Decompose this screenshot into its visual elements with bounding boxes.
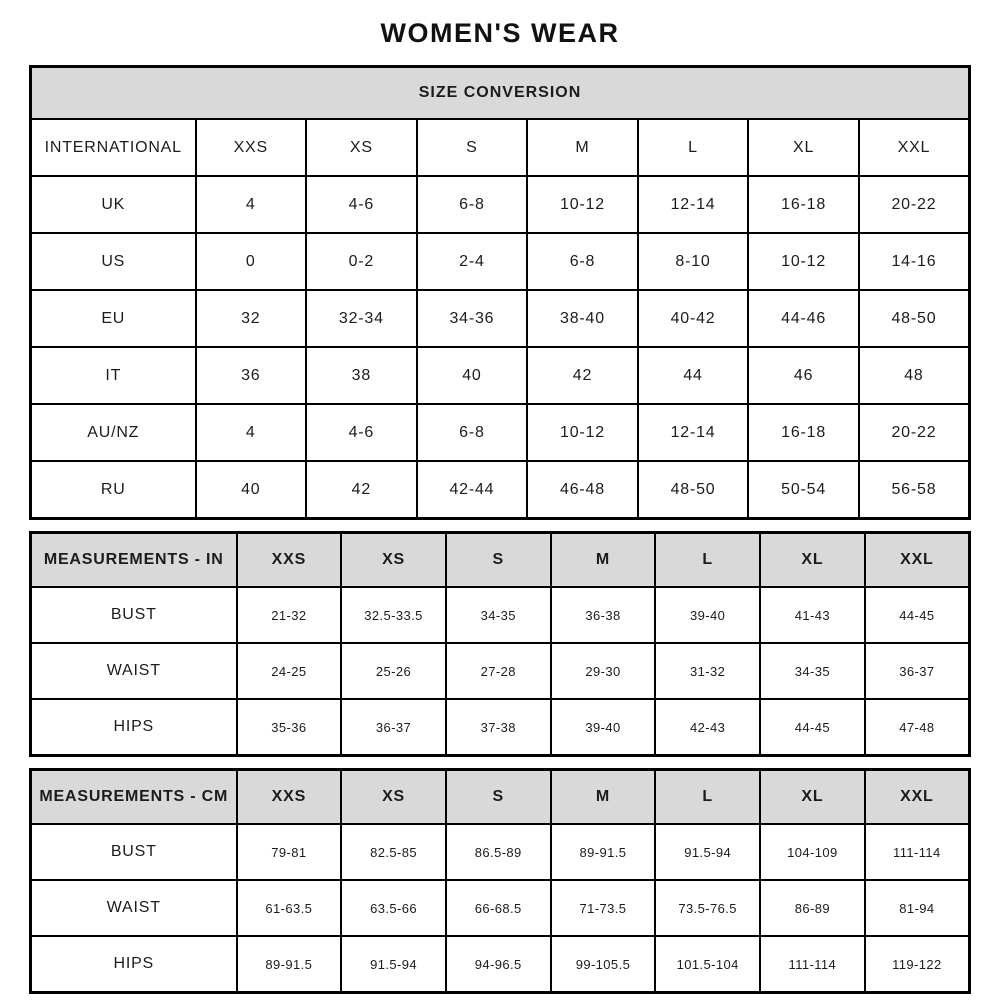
row-label-cell: RU [31, 461, 196, 519]
column-header-cell: M [527, 119, 638, 176]
value-cell: 89-91.5 [551, 824, 656, 880]
table-row [31, 176, 970, 233]
size-conversion-body [31, 119, 970, 519]
column-header-cell: XXS [237, 770, 342, 825]
table-title-cell: MEASUREMENTS - IN [31, 533, 237, 588]
column-header-cell: INTERNATIONAL [31, 119, 196, 176]
measurements-in-body [31, 533, 970, 756]
value-cell: 39-40 [655, 587, 760, 643]
column-header-cell: XXL [865, 533, 970, 588]
table-row [31, 587, 970, 643]
value-cell: 111-114 [760, 936, 865, 993]
value-cell: 32.5-33.5 [341, 587, 446, 643]
value-cell: 0-2 [306, 233, 417, 290]
column-header-row [31, 770, 970, 825]
value-cell: 119-122 [865, 936, 970, 993]
measurements-cm-body [31, 770, 970, 993]
column-header-cell: XXL [865, 770, 970, 825]
column-header-cell: XL [748, 119, 859, 176]
value-cell: 10-12 [527, 176, 638, 233]
value-cell: 32 [196, 290, 307, 347]
value-cell: 36-37 [341, 699, 446, 756]
table-row [31, 643, 970, 699]
value-cell: 16-18 [748, 176, 859, 233]
value-cell: 36 [196, 347, 307, 404]
value-cell: 89-91.5 [237, 936, 342, 993]
row-label-cell: AU/NZ [31, 404, 196, 461]
size-conversion-table [29, 65, 971, 520]
value-cell: 12-14 [638, 404, 749, 461]
table-row [31, 880, 970, 936]
value-cell: 4 [196, 176, 307, 233]
column-header-cell: S [417, 119, 528, 176]
value-cell: 6-8 [417, 404, 528, 461]
column-header-cell: M [551, 533, 656, 588]
measurements-in-table [29, 531, 971, 757]
value-cell: 34-36 [417, 290, 528, 347]
column-header-cell: S [446, 770, 551, 825]
column-header-cell: L [655, 770, 760, 825]
column-header-cell: L [638, 119, 749, 176]
row-label-cell: WAIST [31, 880, 237, 936]
value-cell: 94-96.5 [446, 936, 551, 993]
value-cell: 73.5-76.5 [655, 880, 760, 936]
table-row [31, 824, 970, 880]
table-row [31, 290, 970, 347]
value-cell: 48-50 [638, 461, 749, 519]
table-row [31, 936, 970, 993]
value-cell: 4 [196, 404, 307, 461]
value-cell: 66-68.5 [446, 880, 551, 936]
column-header-cell: XS [341, 533, 446, 588]
row-label-cell: BUST [31, 587, 237, 643]
column-header-cell: XS [306, 119, 417, 176]
value-cell: 40 [417, 347, 528, 404]
value-cell: 48 [859, 347, 970, 404]
value-cell: 39-40 [551, 699, 656, 756]
column-header-cell: S [446, 533, 551, 588]
value-cell: 24-25 [237, 643, 342, 699]
column-header-row [31, 533, 970, 588]
row-label-cell: HIPS [31, 936, 237, 993]
value-cell: 111-114 [865, 824, 970, 880]
value-cell: 44-45 [865, 587, 970, 643]
value-cell: 4-6 [306, 176, 417, 233]
value-cell: 2-4 [417, 233, 528, 290]
value-cell: 6-8 [417, 176, 528, 233]
column-header-cell: XS [341, 770, 446, 825]
value-cell: 38 [306, 347, 417, 404]
value-cell: 14-16 [859, 233, 970, 290]
column-header-cell: L [655, 533, 760, 588]
value-cell: 35-36 [237, 699, 342, 756]
value-cell: 42 [306, 461, 417, 519]
value-cell: 104-109 [760, 824, 865, 880]
row-label-cell: IT [31, 347, 196, 404]
table-row [31, 233, 970, 290]
value-cell: 40 [196, 461, 307, 519]
value-cell: 61-63.5 [237, 880, 342, 936]
value-cell: 10-12 [748, 233, 859, 290]
value-cell: 34-35 [760, 643, 865, 699]
value-cell: 20-22 [859, 176, 970, 233]
value-cell: 86.5-89 [446, 824, 551, 880]
row-label-cell: BUST [31, 824, 237, 880]
value-cell: 38-40 [527, 290, 638, 347]
value-cell: 86-89 [760, 880, 865, 936]
value-cell: 25-26 [341, 643, 446, 699]
measurements-cm-table [29, 768, 971, 994]
value-cell: 0 [196, 233, 307, 290]
page-title: WOMEN'S WEAR [380, 18, 620, 48]
value-cell: 16-18 [748, 404, 859, 461]
value-cell: 63.5-66 [341, 880, 446, 936]
value-cell: 6-8 [527, 233, 638, 290]
value-cell: 34-35 [446, 587, 551, 643]
row-label-cell: US [31, 233, 196, 290]
value-cell: 44-45 [760, 699, 865, 756]
row-label-cell: UK [31, 176, 196, 233]
column-header-cell: XL [760, 533, 865, 588]
value-cell: 82.5-85 [341, 824, 446, 880]
value-cell: 71-73.5 [551, 880, 656, 936]
table-banner-row [31, 67, 970, 120]
value-cell: 37-38 [446, 699, 551, 756]
column-header-cell: XL [760, 770, 865, 825]
value-cell: 46 [748, 347, 859, 404]
column-header-cell: M [551, 770, 656, 825]
value-cell: 50-54 [748, 461, 859, 519]
table-row [31, 347, 970, 404]
value-cell: 36-37 [865, 643, 970, 699]
value-cell: 81-94 [865, 880, 970, 936]
value-cell: 44-46 [748, 290, 859, 347]
value-cell: 47-48 [865, 699, 970, 756]
value-cell: 41-43 [760, 587, 865, 643]
size-conversion-title: SIZE CONVERSION [31, 67, 970, 120]
table-row [31, 699, 970, 756]
value-cell: 40-42 [638, 290, 749, 347]
value-cell: 29-30 [551, 643, 656, 699]
column-header-cell: XXS [237, 533, 342, 588]
value-cell: 91.5-94 [341, 936, 446, 993]
value-cell: 20-22 [859, 404, 970, 461]
value-cell: 79-81 [237, 824, 342, 880]
value-cell: 99-105.5 [551, 936, 656, 993]
value-cell: 36-38 [551, 587, 656, 643]
table-row [31, 404, 970, 461]
value-cell: 31-32 [655, 643, 760, 699]
column-header-row [31, 119, 970, 176]
value-cell: 8-10 [638, 233, 749, 290]
row-label-cell: EU [31, 290, 196, 347]
value-cell: 42 [527, 347, 638, 404]
table-title-cell: MEASUREMENTS - CM [31, 770, 237, 825]
value-cell: 101.5-104 [655, 936, 760, 993]
value-cell: 4-6 [306, 404, 417, 461]
column-header-cell: XXS [196, 119, 307, 176]
row-label-cell: HIPS [31, 699, 237, 756]
value-cell: 46-48 [527, 461, 638, 519]
value-cell: 56-58 [859, 461, 970, 519]
value-cell: 32-34 [306, 290, 417, 347]
value-cell: 42-44 [417, 461, 528, 519]
value-cell: 10-12 [527, 404, 638, 461]
value-cell: 12-14 [638, 176, 749, 233]
value-cell: 91.5-94 [655, 824, 760, 880]
size-guide-page [29, 0, 971, 994]
table-row [31, 461, 970, 519]
value-cell: 44 [638, 347, 749, 404]
value-cell: 48-50 [859, 290, 970, 347]
value-cell: 21-32 [237, 587, 342, 643]
column-header-cell: XXL [859, 119, 970, 176]
value-cell: 42-43 [655, 699, 760, 756]
value-cell: 27-28 [446, 643, 551, 699]
row-label-cell: WAIST [31, 643, 237, 699]
